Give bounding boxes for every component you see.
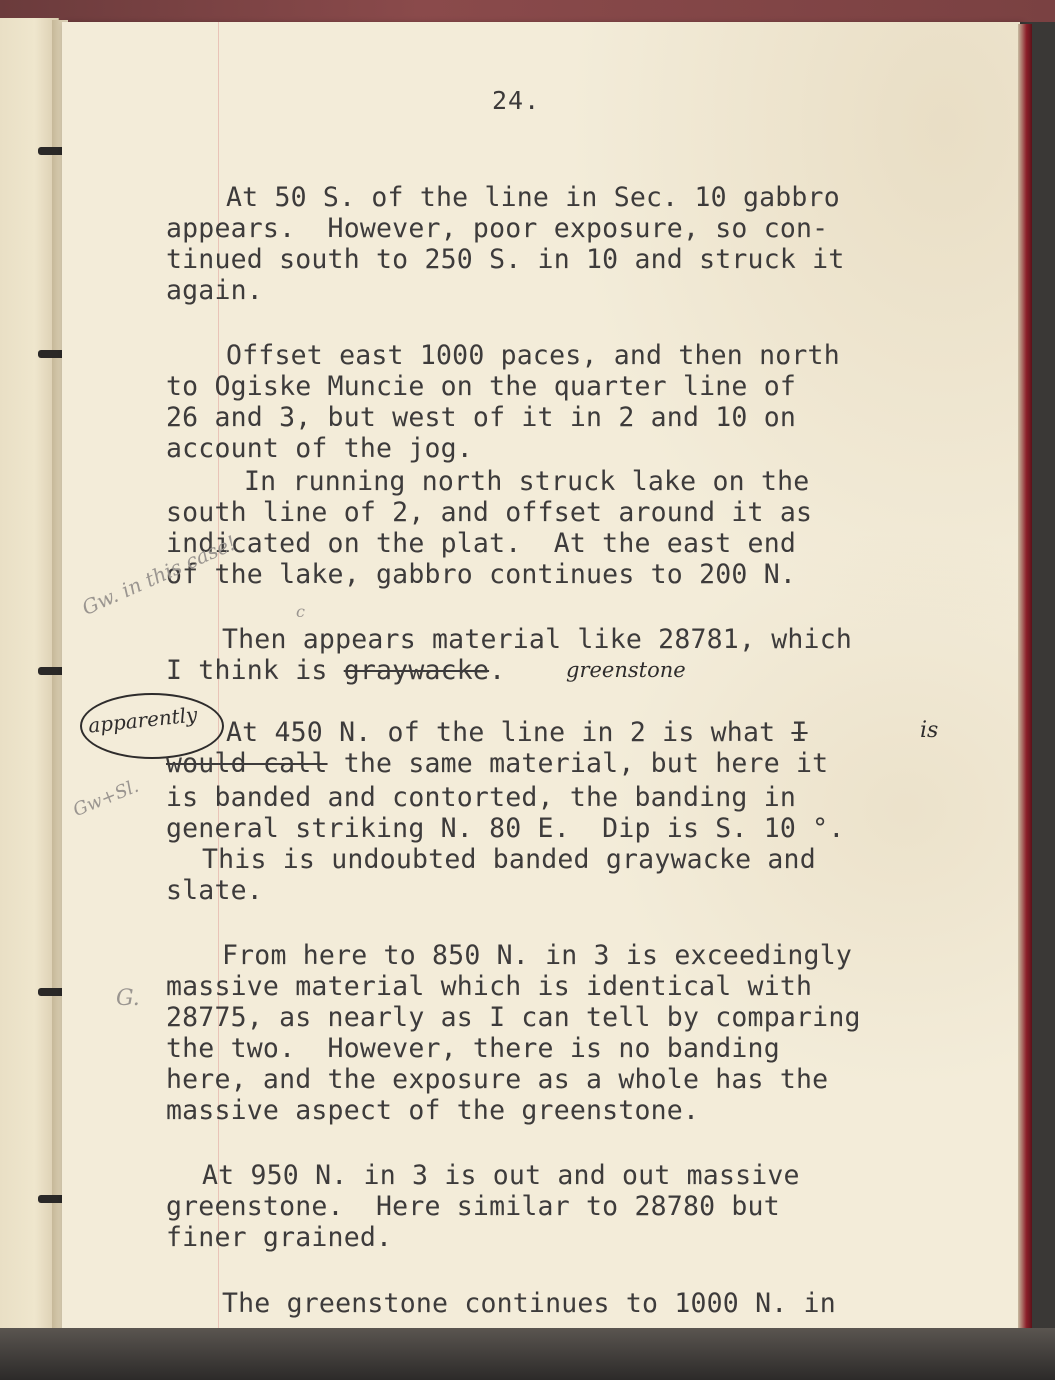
text-line: massive aspect of the greenstone. xyxy=(166,1095,700,1126)
binding-right-edge xyxy=(1018,24,1032,1336)
text-line: here, and the exposure as a whole has the xyxy=(166,1064,829,1095)
text-line: again. xyxy=(166,275,263,306)
text-line: At 950 N. in 3 is out and out massive xyxy=(202,1160,800,1191)
margin-note: Gw. in this case! xyxy=(78,530,240,620)
margin-note: G. xyxy=(116,986,140,1011)
text-line: general striking N. 80 E. Dip is S. 10 °. xyxy=(166,813,845,844)
text-line: Then appears material like 28781, which xyxy=(222,624,853,655)
cover-bottom xyxy=(0,1328,1055,1380)
text-line: would call the same material, but here it xyxy=(166,748,829,779)
text-line: At 50 S. of the line in Sec. 10 gabbro xyxy=(226,182,840,213)
binder-top-edge xyxy=(0,0,1055,22)
text-line: the two. However, there is no banding xyxy=(166,1033,780,1064)
text-line: Offset east 1000 paces, and then north xyxy=(226,340,840,371)
text-line: appears. However, poor exposure, so con- xyxy=(166,213,829,244)
text-line: From here to 850 N. in 3 is exceedingly xyxy=(222,940,853,971)
text-line: 26 and 3, but west of it in 2 and 10 on xyxy=(166,402,797,433)
text-line: to Ogiske Muncie on the quarter line of xyxy=(166,371,797,402)
text-line: slate. xyxy=(166,875,263,906)
struck-word: graywacke xyxy=(343,655,490,686)
text-line: This is undoubted banded graywacke and xyxy=(202,844,816,875)
struck-phrase: would call xyxy=(166,748,328,779)
circled-word: apparently xyxy=(87,702,199,738)
text-line: massive material which is identical with xyxy=(166,971,813,1002)
struck-word: I xyxy=(791,717,808,748)
text-line: finer grained. xyxy=(166,1222,393,1253)
text-line: indicated on the plat. At the east end xyxy=(166,528,797,559)
left-page-edge xyxy=(0,18,59,1336)
text-line: tinued south to 250 S. in 10 and struck it xyxy=(166,244,845,275)
text-line: 28775, as nearly as I can tell by comparing xyxy=(166,1002,861,1033)
page-number: 24. xyxy=(492,86,541,115)
text-line: In running north struck lake on the xyxy=(244,466,810,497)
margin-note-mark: c xyxy=(296,602,305,621)
handwritten-insert: is xyxy=(920,718,939,743)
text-line: The greenstone continues to 1000 N. in xyxy=(222,1288,836,1319)
margin-note: Gw+Sl. xyxy=(70,775,142,821)
text-line: At 450 N. of the line in 2 is what I xyxy=(226,717,808,748)
text-line: of the lake, gabbro continues to 200 N. xyxy=(166,559,797,590)
text-line: greenstone. Here similar to 28780 but xyxy=(166,1191,780,1222)
text-line: account of the jog. xyxy=(166,433,473,464)
handwritten-correction: greenstone xyxy=(566,658,686,682)
text-line: I think is graywacke. xyxy=(166,655,506,686)
text-line: is banded and contorted, the banding in xyxy=(166,782,797,813)
text-line: south line of 2, and offset around it as xyxy=(166,497,813,528)
